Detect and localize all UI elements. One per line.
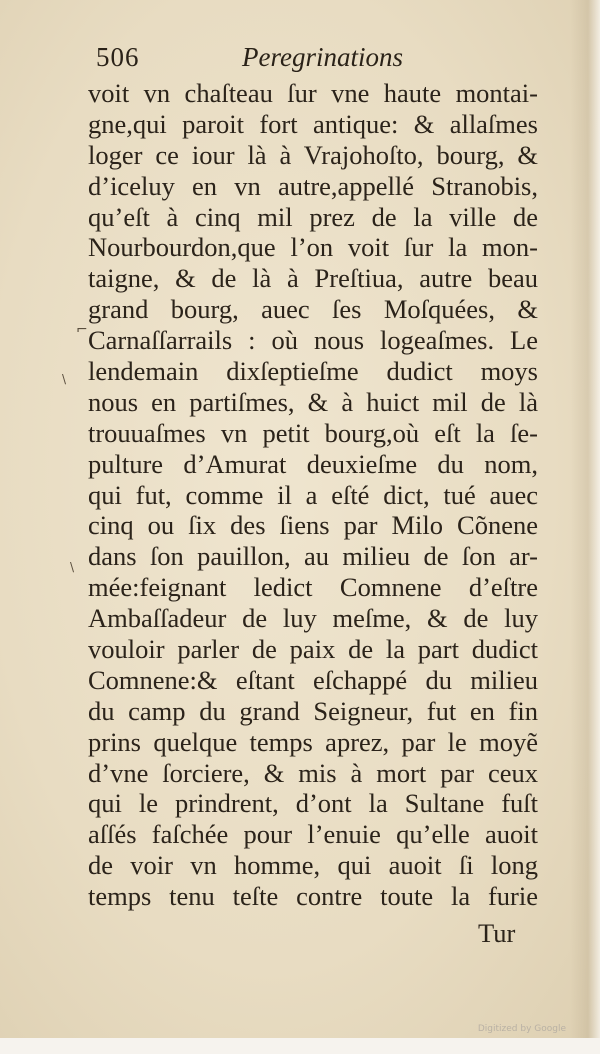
text-line: temps tenu teſte contre toute la furie: [88, 881, 538, 912]
text-line: du camp du grand Seigneur, fut en fin: [88, 695, 538, 726]
page-header: [96, 42, 516, 82]
text-line: loger ce iour là à Vrajohoſto, bourg, &: [88, 139, 538, 170]
text-line: taigne, & de là à Preſtiua, autre beau: [88, 263, 538, 294]
text-line: qui fut, comme il a eſté dict, tué auec: [88, 479, 538, 510]
text-line: grand bourg, auec ſes Moſquées, &: [88, 294, 538, 325]
text-line: d’vne ſorciere, & mis à mort par ceux: [88, 757, 538, 788]
page-number: 506: [96, 42, 140, 72]
text-line: pulture d’Amurat deuxieſme du nom,: [88, 448, 538, 479]
text-line: cinq ou ſix des ſiens par Milo Cõnene: [88, 510, 538, 541]
text-line: Comnene:& eſtant eſchappé du milieu: [88, 664, 538, 695]
page-bottom-strip: [0, 1038, 600, 1054]
page-edge-shadow: [570, 0, 600, 1054]
text-line: Nourbourdon,que l’on voit ſur la mon-: [88, 232, 538, 263]
text-line: mée:feignant ledict Comnene d’eſtre: [88, 572, 538, 603]
text-line: trouuaſmes vn petit bourg,où eſt la ſe-: [88, 417, 538, 448]
catchword: Tur: [478, 918, 516, 948]
text-line: nous en partiſmes, & à huict mil de là: [88, 386, 538, 417]
text-line: qu’eſt à cinq mil prez de la ville de: [88, 201, 538, 232]
text-line: qui le prindrent, d’ont la Sultane fuſt: [88, 788, 538, 819]
text-line: vouloir parler de paix de la part dudict: [88, 634, 538, 665]
text-line: de voir vn homme, qui auoit ſi long: [88, 850, 538, 881]
body-text: [88, 78, 538, 912]
margin-mark: \: [70, 560, 75, 574]
text-line: dans ſon pauillon, au milieu de ſon ar-: [88, 541, 538, 572]
text-line: aſſés faſchée pour l’enuie qu’elle auoit: [88, 819, 538, 850]
text-line: lendemain dixſeptieſme dudict moys: [88, 356, 538, 387]
text-line: d’iceluy en vn autre,appellé Stranobis,: [88, 170, 538, 201]
text-line: Ambaſſadeur de luy meſme, & de luy: [88, 603, 538, 634]
text-line: prins quelque temps aprez, par le moyẽ: [88, 726, 538, 757]
text-line: Carnaſſarrails : où nous logeaſmes. Le: [88, 325, 538, 356]
watermark: Digitized by Google: [477, 1024, 566, 1034]
text-line: gne,qui paroit fort antique: & allaſmes: [88, 108, 538, 139]
text-line: voit vn chaſteau ſur vne haute montai-: [88, 78, 538, 108]
running-head: Peregrinations: [242, 42, 403, 72]
margin-mark: \: [62, 372, 67, 386]
margin-mark: ⌐: [76, 322, 88, 338]
